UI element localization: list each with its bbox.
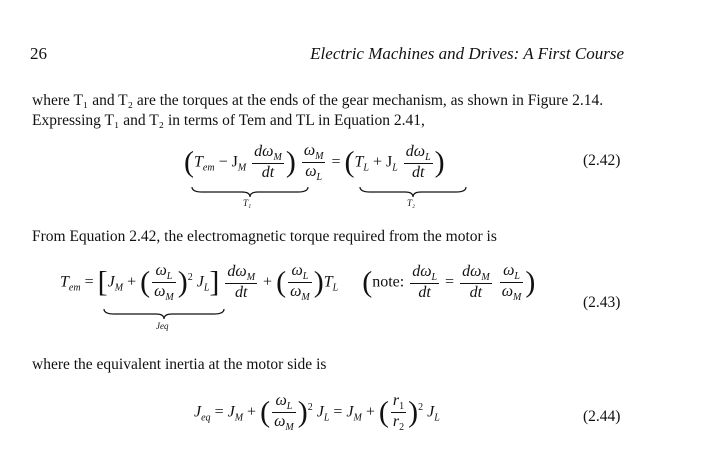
paragraph: where the equivalent inertia at the motor side is [32,356,327,373]
underbrace-label-t1: T₁ [243,198,252,208]
underbrace-label-jeq: Jeq [156,321,169,331]
equation-number: (2.42) [583,152,621,169]
page-number: 26 [30,44,47,63]
equation-2-44: $J_{eq} = J_M$ + ( $\frac{\omega_L}{\omega_M}$ )$^2$ $J_L = J_M$ + ( $\frac{r_1}{r_2}$ )$^2$ $J_L$ [194,392,440,434]
underbrace-t2 [358,186,468,198]
equation-number: (2.44) [583,408,621,425]
paragraph-line: where T₁ and T₂ are the torques at the ends of the gear mechanism, as shown in Figure 2.14. [32,92,604,109]
equation-2-42: ($T_{em} - J_M$ $\frac{d\omega_M}{dt}$ ) $\frac{\omega_M}{\omega_L}$ = ($T_L + J_L$ $\frac{d\omega_L}{dt}$ ) [184,142,445,184]
equation-number: (2.43) [583,294,621,311]
running-header-title: Electric Machines and Drives: A First Course [310,44,624,63]
underbrace-jeq [102,308,226,320]
paragraph: From Equation 2.42, the electromagnetic torque required from the motor is [32,228,497,245]
paragraph-line: Expressing T₁ and T₂ in terms of Tem and TL in Equation 2.41, [32,112,425,129]
equation-2-43: $T_{em} = [J_M$ + ( $\frac{\omega_L}{\omega_M}$ )$^2$ $J_L$] $\frac{d\omega_M}{dt}$ + ( $\frac{\omega_L}{\omega_M}$ )$T_L$ (note: $\frac{d\omega_L}{dt}$ = $\frac{d\omega_M}{dt}$ $\frac{\omega_L}{\omega_M}$ ) [60,262,536,304]
underbrace-label-t2: T₂ [407,198,416,208]
underbrace-t1 [190,186,310,198]
